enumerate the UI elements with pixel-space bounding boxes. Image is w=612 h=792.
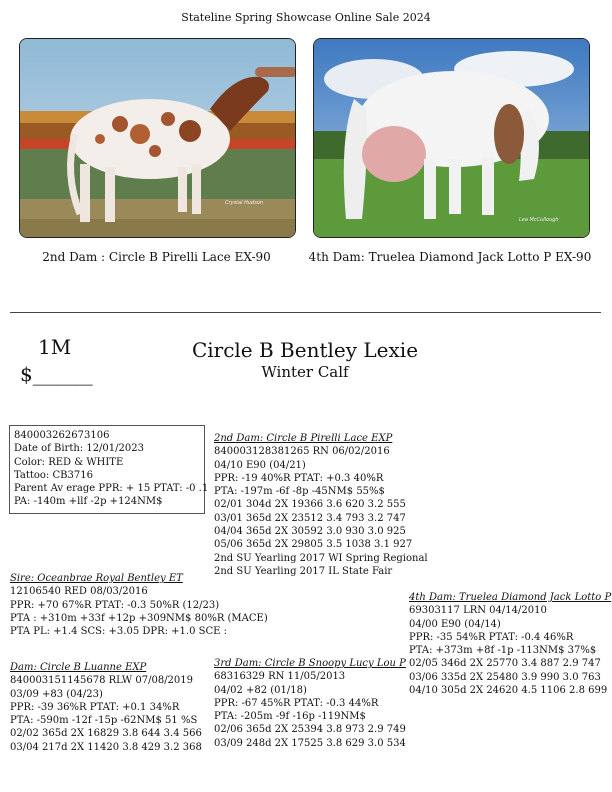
pedigree-line: 04/02 +82 (01/18) bbox=[214, 684, 307, 696]
sale-title: Stateline Spring Showcase Online Sale 2024 bbox=[181, 11, 431, 24]
pedigree-line: 12106540 RED 08/03/2016 bbox=[10, 586, 148, 598]
animal-name: Circle B Bentley Lexie bbox=[191, 338, 419, 362]
color: Color: RED & WHITE bbox=[14, 456, 124, 468]
registration-number: 840003262673106 bbox=[14, 430, 110, 441]
pedigree-line: 840003128381265 RN 06/02/2016 bbox=[214, 446, 390, 458]
pedigree-line: 2nd SU Yearling 2017 WI Spring Regional bbox=[214, 552, 428, 564]
pedigree-line: 03/09 248d 2X 17525 3.8 629 3.0 534 bbox=[214, 737, 406, 749]
pedigree-line: 68316329 RN 11/05/2013 bbox=[214, 671, 346, 683]
pedigree-line: PPR: -19 40%R PTAT: +0.3 40%R bbox=[214, 472, 384, 484]
pedigree-line: 02/02 365d 2X 16829 3.8 644 3.4 566 bbox=[10, 728, 202, 740]
divider bbox=[10, 312, 601, 313]
pedigree-line: 04/10 305d 2X 24620 4.5 1106 2.8 699 bbox=[409, 685, 608, 697]
sire-heading: Sire: Oceanbrae Royal Bentley ET bbox=[10, 573, 183, 584]
photo-credit: Lea McCullough bbox=[519, 217, 559, 223]
dam-heading: Dam: Circle B Luanne EXP bbox=[10, 662, 147, 673]
lot-number: 1M bbox=[38, 335, 72, 359]
pedigree-line: PTA: +373m +8f -1p -113NM$ 37%$ bbox=[409, 645, 597, 657]
third-dam-heading: 3rd Dam: Circle B Snoopy Lucy Lou P bbox=[214, 658, 406, 669]
pedigree-line: 04/04 365d 2X 30592 3.0 930 3.0 925 bbox=[214, 526, 406, 538]
pedigree-line: 69303117 LRN 04/14/2010 bbox=[409, 605, 547, 617]
second-dam-heading: 2nd Dam: Circle B Pirelli Lace EXP bbox=[214, 433, 393, 444]
date-of-birth: Date of Birth: 12/01/2023 bbox=[14, 443, 144, 455]
parent-average-pta: PA: -140m +llf -2p +124NM$ bbox=[14, 496, 163, 508]
pedigree-line: PTA: -197m -6f -8p -45NM$ 55%$ bbox=[214, 486, 385, 498]
pedigree-third-dam bbox=[214, 657, 406, 750]
pedigree-line: 03/09 +83 (04/23) bbox=[10, 688, 103, 700]
cow-image-red-white bbox=[20, 39, 295, 237]
pedigree-line: 840003151145678 RLW 07/08/2019 bbox=[10, 675, 194, 687]
pedigree-line: 02/06 365d 2X 25394 3.8 973 2.9 749 bbox=[214, 724, 406, 736]
parent-average: Parent Av erage PPR: + 15 PTAT: -0 .1 bbox=[14, 483, 209, 495]
pedigree-line: 03/06 335d 2X 25480 3.9 990 3.0 763 bbox=[409, 671, 601, 683]
fourth-dam-heading: 4th Dam: Truelea Diamond Jack Lotto P bbox=[409, 592, 612, 603]
pedigree-line: PTA: -590m -12f -15p -62NM$ 51 %S bbox=[10, 715, 198, 727]
pedigree-line: PPR: +70 67%R PTAT: -0.3 50%R (12/23) bbox=[10, 599, 220, 611]
photo-caption-right: 4th Dam: Truelea Diamond Jack Lotto P EX-90 bbox=[308, 250, 592, 264]
pedigree-line: 2nd SU Yearling 2017 IL State Fair bbox=[214, 565, 393, 577]
pedigree-second-dam bbox=[214, 432, 428, 578]
pedigree-line: 02/05 346d 2X 25770 3.4 887 2.9 747 bbox=[409, 658, 601, 670]
pedigree-fourth-dam bbox=[409, 591, 611, 697]
pedigree-line: PTA PL: +1.4 SCS: +3.05 DPR: +1.0 SCE : bbox=[10, 626, 227, 638]
pedigree-line: PTA: -205m -9f -16p -119NM$ bbox=[214, 711, 366, 723]
cow-image-white bbox=[314, 39, 589, 237]
pedigree-line: 05/06 365d 2X 29805 3.5 1038 3.1 927 bbox=[214, 539, 413, 551]
dam-photo-lotto bbox=[313, 38, 590, 238]
pedigree-line: PTA : +310m +33f +12p +309NM$ 80%R (MACE) bbox=[10, 612, 268, 624]
pedigree-line: 02/01 304d 2X 19366 3.6 620 3.2 555 bbox=[214, 499, 406, 511]
animal-id-box bbox=[9, 425, 209, 514]
dam-photo-pirelli-lace bbox=[19, 38, 296, 238]
pedigree-line: 03/01 365d 2X 23512 3.4 793 3.2 747 bbox=[214, 512, 406, 524]
pedigree-line: PPR: -67 45%R PTAT: -0.3 44%R bbox=[214, 697, 379, 709]
pedigree-sire bbox=[10, 572, 268, 638]
pedigree-line: 04/00 E90 (04/14) bbox=[409, 618, 501, 630]
pedigree-dam bbox=[10, 661, 202, 754]
lot-price: $______ bbox=[20, 362, 93, 386]
pedigree-line: PPR: -39 36%R PTAT: +0.1 34%R bbox=[10, 701, 180, 713]
pedigree-line: 03/04 217d 2X 11420 3.8 429 3.2 368 bbox=[10, 741, 202, 753]
pedigree-line: PPR: -35 54%R PTAT: -0.4 46%R bbox=[409, 631, 574, 643]
photo-credit: Crystal Hudson bbox=[225, 200, 264, 206]
pedigree-line: 04/10 E90 (04/21) bbox=[214, 459, 306, 471]
tattoo: Tattoo: CB3716 bbox=[14, 469, 93, 481]
animal-class: Winter Calf bbox=[261, 363, 349, 381]
photo-caption-left: 2nd Dam : Circle B Pirelli Lace EX-90 bbox=[42, 250, 271, 264]
